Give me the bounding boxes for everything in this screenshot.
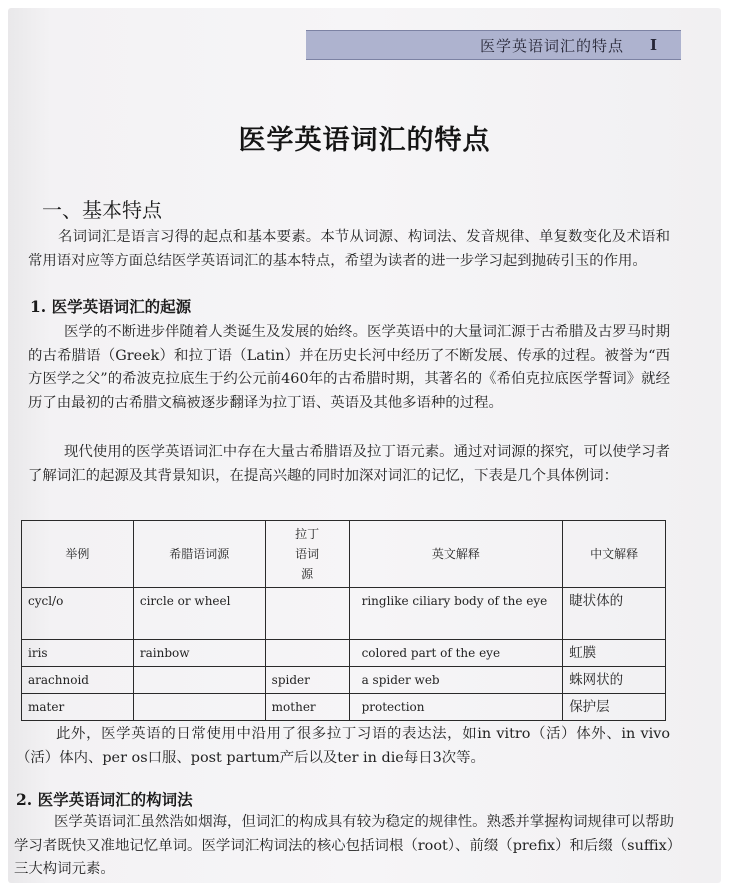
table-row [22, 694, 666, 721]
subsection-heading-origin: 1. 医学英语词汇的起源 [30, 297, 192, 316]
latin-idioms-paragraph: 此外，医学英语的日常使用中沿用了很多拉丁习语的表达法，如in vitro（活）体外、in vivo（活）体内、per os口服、post partum产后以及ter in die每日3次等。 [16, 726, 670, 766]
table-row [22, 640, 666, 667]
table-cell [133, 667, 265, 694]
table-row [22, 667, 666, 694]
table-cell: ringlike ciliary body of the eye [349, 588, 563, 640]
table-header: 拉丁语词源 [265, 521, 349, 588]
table-cell: a spider web [349, 667, 563, 694]
section-heading: 一、基本特点 [42, 198, 162, 222]
running-header [306, 30, 681, 60]
table-cell: 虹膜 [563, 640, 666, 667]
table-cell: arachnoid [22, 667, 134, 694]
table-cell: spider [265, 667, 349, 694]
running-title: 医学英语词汇的特点 [479, 36, 624, 55]
word-formation-paragraph: 医学英语词汇虽然浩如烟海，但词汇的构成具有较为稳定的规律性。熟悉并掌握构词规律可以帮助学习者既快又准地记忆单词。医学词汇构词法的核心包括词根（root）、前缀（prefix）和后缀（suffix）三大构词元素。 [14, 814, 674, 877]
table-cell: mother [265, 694, 349, 721]
chapter-title: 医学英语词汇的特点 [238, 125, 491, 156]
table-cell [133, 694, 265, 721]
table-cell: 保护层 [563, 694, 666, 721]
table-row [22, 588, 666, 640]
intro-paragraph: 名词词汇是语言习得的起点和基本要素。本节从词源、构词法、发音规律、单复数变化及术语和常用语对应等方面总结医学英语词汇的基本特点，希望为读者的进一步学习起到抛砖引玉的作用。 [28, 229, 670, 269]
etymology-table [21, 520, 666, 721]
table-header: 英文解释 [349, 521, 563, 588]
table-cell: 睫状体的 [563, 588, 666, 640]
table-header: 希腊语词源 [133, 521, 265, 588]
table-cell: 蛛网状的 [563, 667, 666, 694]
table-header: 中文解释 [563, 521, 666, 588]
book-page [8, 8, 721, 883]
table-header-row [22, 521, 666, 588]
subsection-heading-word-formation: 2. 医学英语词汇的构词法 [16, 790, 193, 809]
origin-paragraph-2: 现代使用的医学英语词汇中存在大量古希腊语及拉丁语元素。通过对词源的探究，可以使学习者了解词汇的起源及其背景知识，在提高兴趣的同时加深对词汇的记忆，下表是几个具体例词： [28, 444, 670, 484]
table-cell: rainbow [133, 640, 265, 667]
table-cell: iris [22, 640, 134, 667]
table-cell: circle or wheel [133, 588, 265, 640]
table-cell: protection [349, 694, 563, 721]
origin-paragraph-1: 医学的不断进步伴随着人类诞生及发展的始终。医学英语中的大量词汇源于古希腊及古罗马时期的古希腊语（Greek）和拉丁语（Latin）并在历史长河中经历了不断发展、传承的过程。被誉为“西方医学之父”的希波克拉底生于约公元前460年的古希腊时期，其著名的《希伯克拉底医学誓词》就经历了由最初的古希腊文稿被逐步翻译为拉丁语、英语及其他多语种的过程。 [28, 324, 670, 411]
table-cell: colored part of the eye [349, 640, 563, 667]
table-cell: mater [22, 694, 134, 721]
table-cell: cycl/o [22, 588, 134, 640]
table-header: 举例 [22, 521, 134, 588]
table-cell [265, 640, 349, 667]
page-number: I [649, 36, 657, 54]
table-cell [265, 588, 349, 640]
